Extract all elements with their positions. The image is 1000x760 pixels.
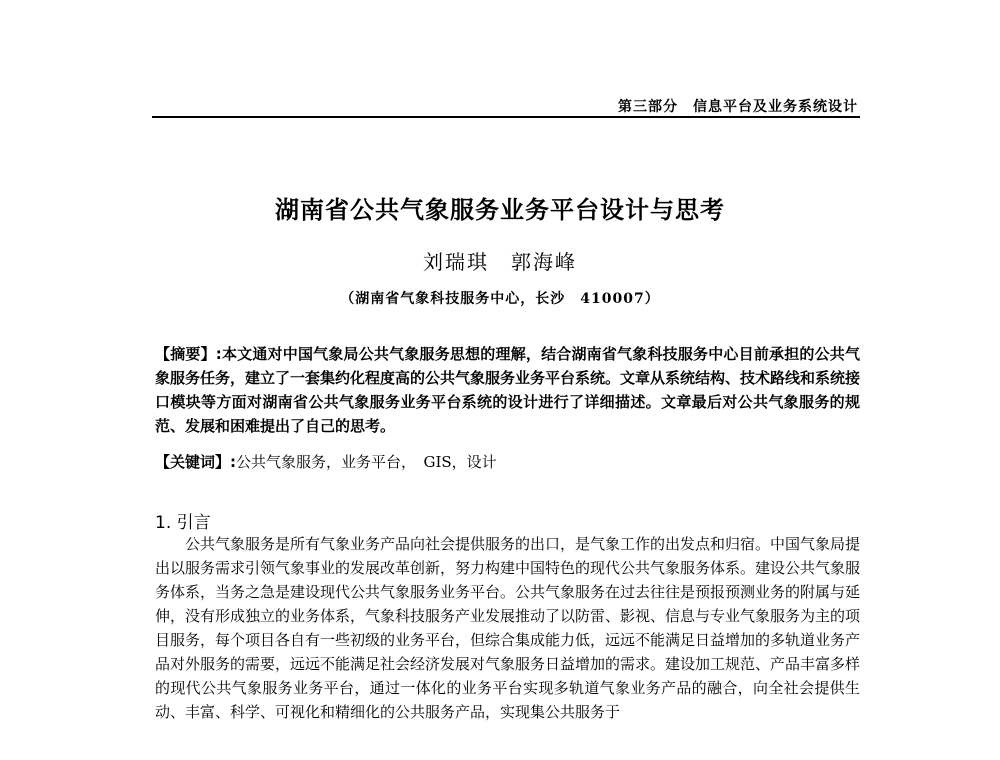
section-body-introduction: 公共气象服务是所有气象业务产品向社会提供服务的出口，是气象工作的出发点和归宿。中国气象局提出以服务需求引领气象事业的发展改革创新，努力构建中国特色的现代公共气象服务体系。建设公共气象服务体系，当务之急是建设现代公共气象服务业务平台。公共气象服务在过去往往是预报预测业务的附属与延伸，没有形成独立的业务体系，气象科技服务产业发展推动了以防雷、影视、信息与专业气象服务为主的项目服务，每个项目各自有一些初级的业务平台，但综合集成能力低，远远不能满足日益增加的多轨道业务产品对外服务的需要，远远不能满足社会经济发展对气象服务日益增加的需求。建设加工规范、产品丰富多样的现代公共气象服务业务平台，通过一体化的业务平台实现多轨道气象业务产品的融合，向全社会提供生动、丰富、科学、可视化和精细化的公共服务产品，实现集公共服务于	[155, 535, 861, 721]
keywords-text: 公共气象服务，业务平台， GIS，设计	[236, 453, 497, 471]
abstract-label: 【摘要】:	[155, 345, 222, 363]
paper-authors: 刘瑞琪 郭海峰	[423, 250, 577, 274]
paper-title: 湖南省公共气象服务业务平台设计与思考	[275, 196, 725, 224]
abstract	[155, 342, 860, 438]
abstract-text: 本文通对中国气象局公共气象服务思想的理解，结合湖南省气象科技服务中心目前承担的公共气象服务任务，建立了一套集约化程度高的公共气象服务业务平台系统。文章从系统结构、技术路线和系统接口模块等方面对湖南省公共气象服务业务平台系统的设计进行了详细描述。文章最后对公共气象服务的规范、发展和困难提出了自己的思考。	[155, 345, 861, 435]
section-heading-introduction: 1. 引言	[155, 513, 211, 533]
paper-affiliation: （湖南省气象科技服务中心，长沙 410007）	[340, 291, 660, 307]
header-rule	[152, 116, 860, 118]
keywords	[155, 450, 860, 474]
keywords-label: 【关键词】:	[155, 453, 236, 471]
running-header: 第三部分 信息平台及业务系统设计	[618, 99, 858, 115]
